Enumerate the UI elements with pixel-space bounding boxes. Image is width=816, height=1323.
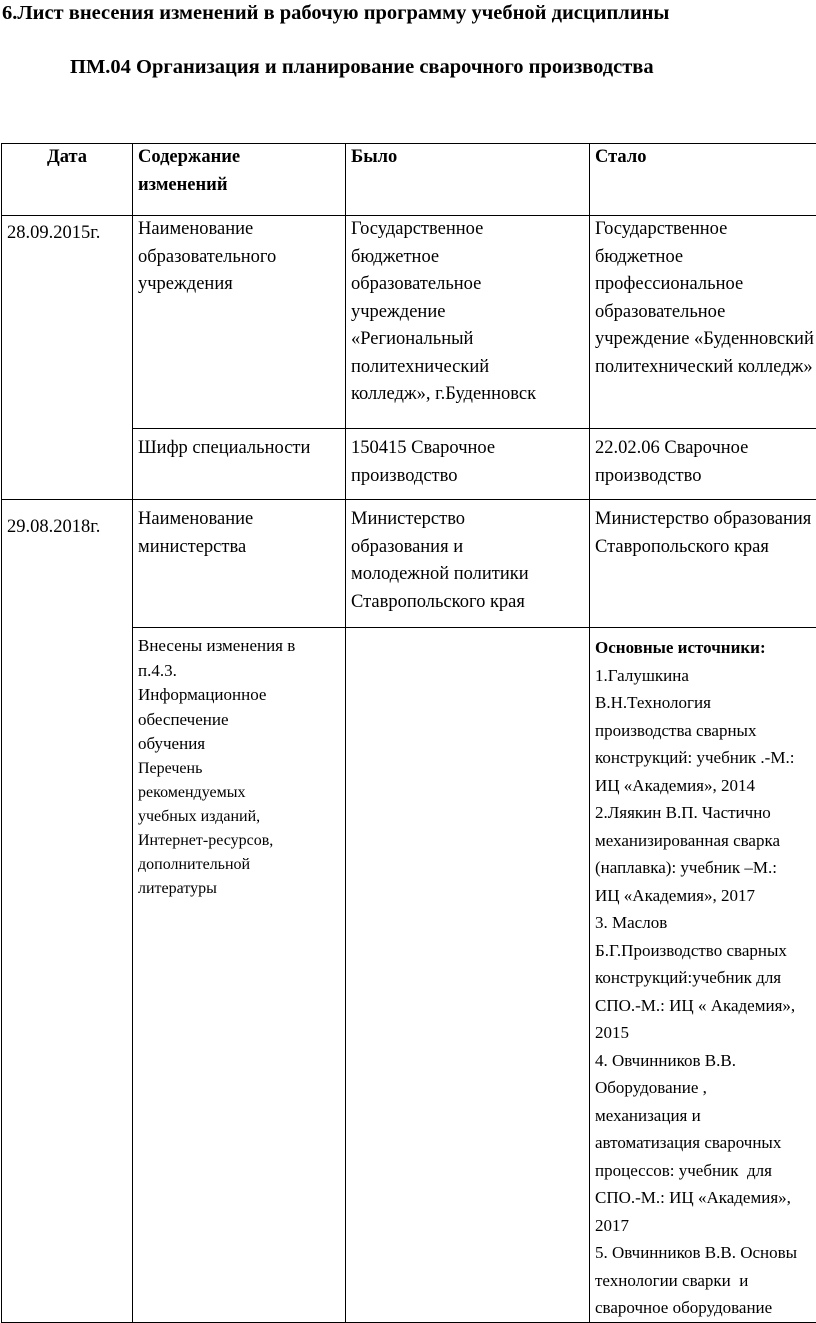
title-line-1: 6.Лист внесения изменений в рабочую программу учебной дисциплины [2, 2, 669, 25]
row-became: Министерство образования Ставропольского края [590, 500, 816, 628]
row-was: Министерство образования и молодежной политики Ставропольского края [346, 500, 590, 628]
sources-heading: Основные источники: [595, 634, 816, 662]
row-date: 29.08.2018г. [2, 500, 133, 1323]
header-became: Стало [590, 144, 816, 216]
row-became: Основные источники: 1.Галушкина В.Н.Технология производства сварных конструкций: учебник .-М.: ИЦ «Академия», 2014 2.Ляякин В.П. Частично механизированная сварка (наплавка): учебник –М.: ИЦ «Академия», 2017 3. Маслов Б.Г.Производство сварных конструкций:учебник для СПО.-М.: ИЦ « Академия», 2015 4. Овчинников В.В. Оборудование , механизация и автоматизация сварочных процессов: учебник для СПО.-М.: ИЦ «Академия», 2017 5. Овчинников В.В. Основы технологии сварки и сварочное оборудование [590, 628, 816, 1323]
table-row [2, 216, 816, 429]
title-line-2: ПМ.04 Организация и планирование сварочного производства [70, 56, 654, 79]
header-was: Было [346, 144, 590, 216]
row-content: Внесены изменения в п.4.3. Информационное обеспечение обучения Перечень рекомендуемых учебных изданий, Интернет-ресурсов, дополнительной литературы [133, 628, 346, 1323]
header-row [2, 144, 816, 216]
row-was: Государственное бюджетное образовательное учреждение «Региональный политехнический колледж», г.Буденновск [346, 216, 590, 429]
row-was-empty [346, 628, 590, 1323]
row-date: 28.09.2015г. [2, 216, 133, 500]
changes-table [1, 143, 816, 1323]
header-date: Дата [2, 144, 133, 216]
header-content: Содержание изменений [133, 144, 346, 216]
row-content: Наименование министерства [133, 500, 346, 628]
row-content: Шифр специальности [133, 429, 346, 500]
row-was: 150415 Сварочное производство [346, 429, 590, 500]
row-became: 22.02.06 Сварочное производство [590, 429, 816, 500]
row-became: Государственное бюджетное профессиональное образовательное учреждение «Буденновский политехнический колледж» [590, 216, 816, 429]
row-content: Наименование образовательного учреждения [133, 216, 346, 429]
table-row [2, 500, 816, 628]
